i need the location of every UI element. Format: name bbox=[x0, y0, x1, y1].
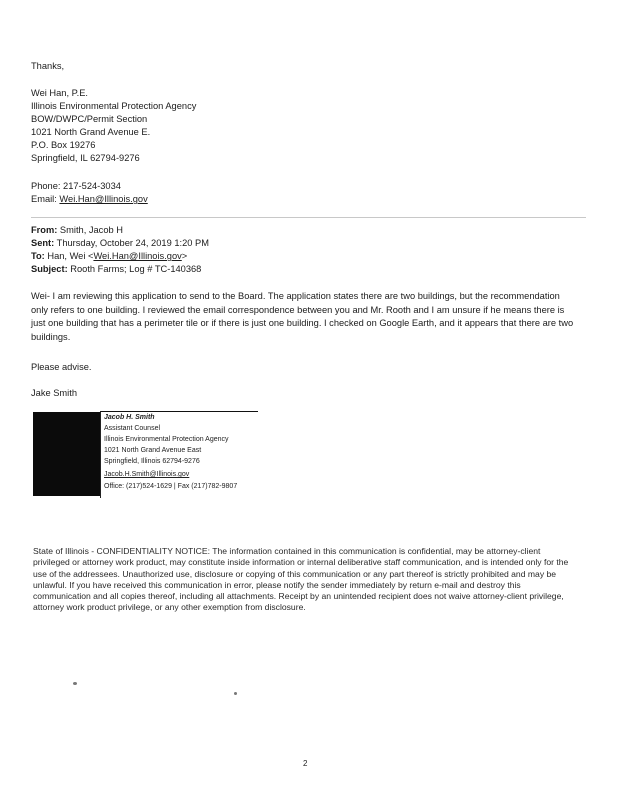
page-number: 2 bbox=[303, 759, 308, 768]
redacted-block bbox=[33, 412, 100, 496]
subject-label: Subject: bbox=[31, 264, 68, 274]
confidentiality-notice: State of Illinois - CONFIDENTIALITY NOTICE: The information contained in this communication is confidential, may be attorney-client privileged or attorney work product, may constitute inside information or internal deliberative staff communication, and is intended only for the use of the addressees. Unauthorized use, disclosure or copying of this communication or any part thereof is strictly prohibited and may be unlawful. If you have received this communication in error, please notify the sender immediately by return e-mail and destroy this communication and all copies thereof, including all attachments. Receipt by an unintended recipient does not waive attorney-client privilege, attorney work product privilege, or any other exemption from disclosure. bbox=[33, 546, 569, 613]
from-label: From: bbox=[31, 225, 58, 235]
signoff-name: Jake Smith bbox=[31, 388, 77, 398]
sender-city: Springfield, IL 62794-9276 bbox=[31, 153, 140, 163]
sig-city: Springfield, Illinois 62794-9276 bbox=[104, 458, 200, 465]
to-email-link[interactable]: Wei.Han@Illinois.gov bbox=[93, 251, 182, 261]
sender-name: Wei Han, P.E. bbox=[31, 88, 89, 98]
subject-line bbox=[31, 263, 201, 275]
from-line bbox=[31, 224, 123, 236]
to-label: To: bbox=[31, 251, 45, 261]
sender-email-label: Email: bbox=[31, 194, 60, 204]
sender-phone: Phone: 217-524-3034 bbox=[31, 181, 121, 191]
header-divider bbox=[31, 217, 586, 218]
sender-address-2: P.O. Box 19276 bbox=[31, 140, 96, 150]
sent-value: Thursday, October 24, 2019 1:20 PM bbox=[54, 238, 209, 248]
to-value-pre: Han, Wei < bbox=[44, 251, 94, 261]
to-line bbox=[31, 250, 187, 262]
closing-text: Thanks, bbox=[31, 61, 65, 71]
sig-agency: Illinois Environmental Protection Agency bbox=[104, 436, 229, 443]
scan-speck bbox=[73, 682, 77, 685]
sender-section: BOW/DWPC/Permit Section bbox=[31, 114, 148, 124]
please-advise: Please advise. bbox=[31, 362, 92, 372]
sender-address-1: 1021 North Grand Avenue E. bbox=[31, 127, 151, 137]
sig-email-link[interactable]: Jacob.H.Smith@Illinois.gov bbox=[104, 471, 190, 478]
sig-title: Assistant Counsel bbox=[104, 425, 161, 432]
signature-side-rule bbox=[100, 411, 101, 498]
signature-top-rule bbox=[101, 411, 258, 412]
sent-line bbox=[31, 237, 209, 249]
sig-address: 1021 North Grand Avenue East bbox=[104, 447, 202, 454]
sent-label: Sent: bbox=[31, 238, 55, 248]
sig-contact: Office: (217)524-1629 | Fax (217)782-9807 bbox=[104, 483, 238, 490]
subject-value: Rooth Farms; Log # TC-140368 bbox=[67, 264, 202, 274]
sender-email-link[interactable]: Wei.Han@Illinois.gov bbox=[59, 194, 148, 204]
sig-name: Jacob H. Smith bbox=[104, 414, 155, 421]
message-paragraph: Wei- I am reviewing this application to send to the Board. The application states there are two buildings, but the recommendation only refers to one building. I reviewed the email correspondence between you and Mr. Rooth and I am unsure if he means there is just one building that has a perimeter tile or if there is just one building. I checked on Google Earth, and it appears that there are two buildings. bbox=[31, 291, 574, 342]
sender-agency: Illinois Environmental Protection Agency bbox=[31, 101, 197, 111]
from-value: Smith, Jacob H bbox=[57, 225, 123, 235]
sender-email-line bbox=[31, 193, 148, 205]
to-value-post: > bbox=[181, 251, 188, 261]
scan-speck bbox=[234, 692, 237, 695]
